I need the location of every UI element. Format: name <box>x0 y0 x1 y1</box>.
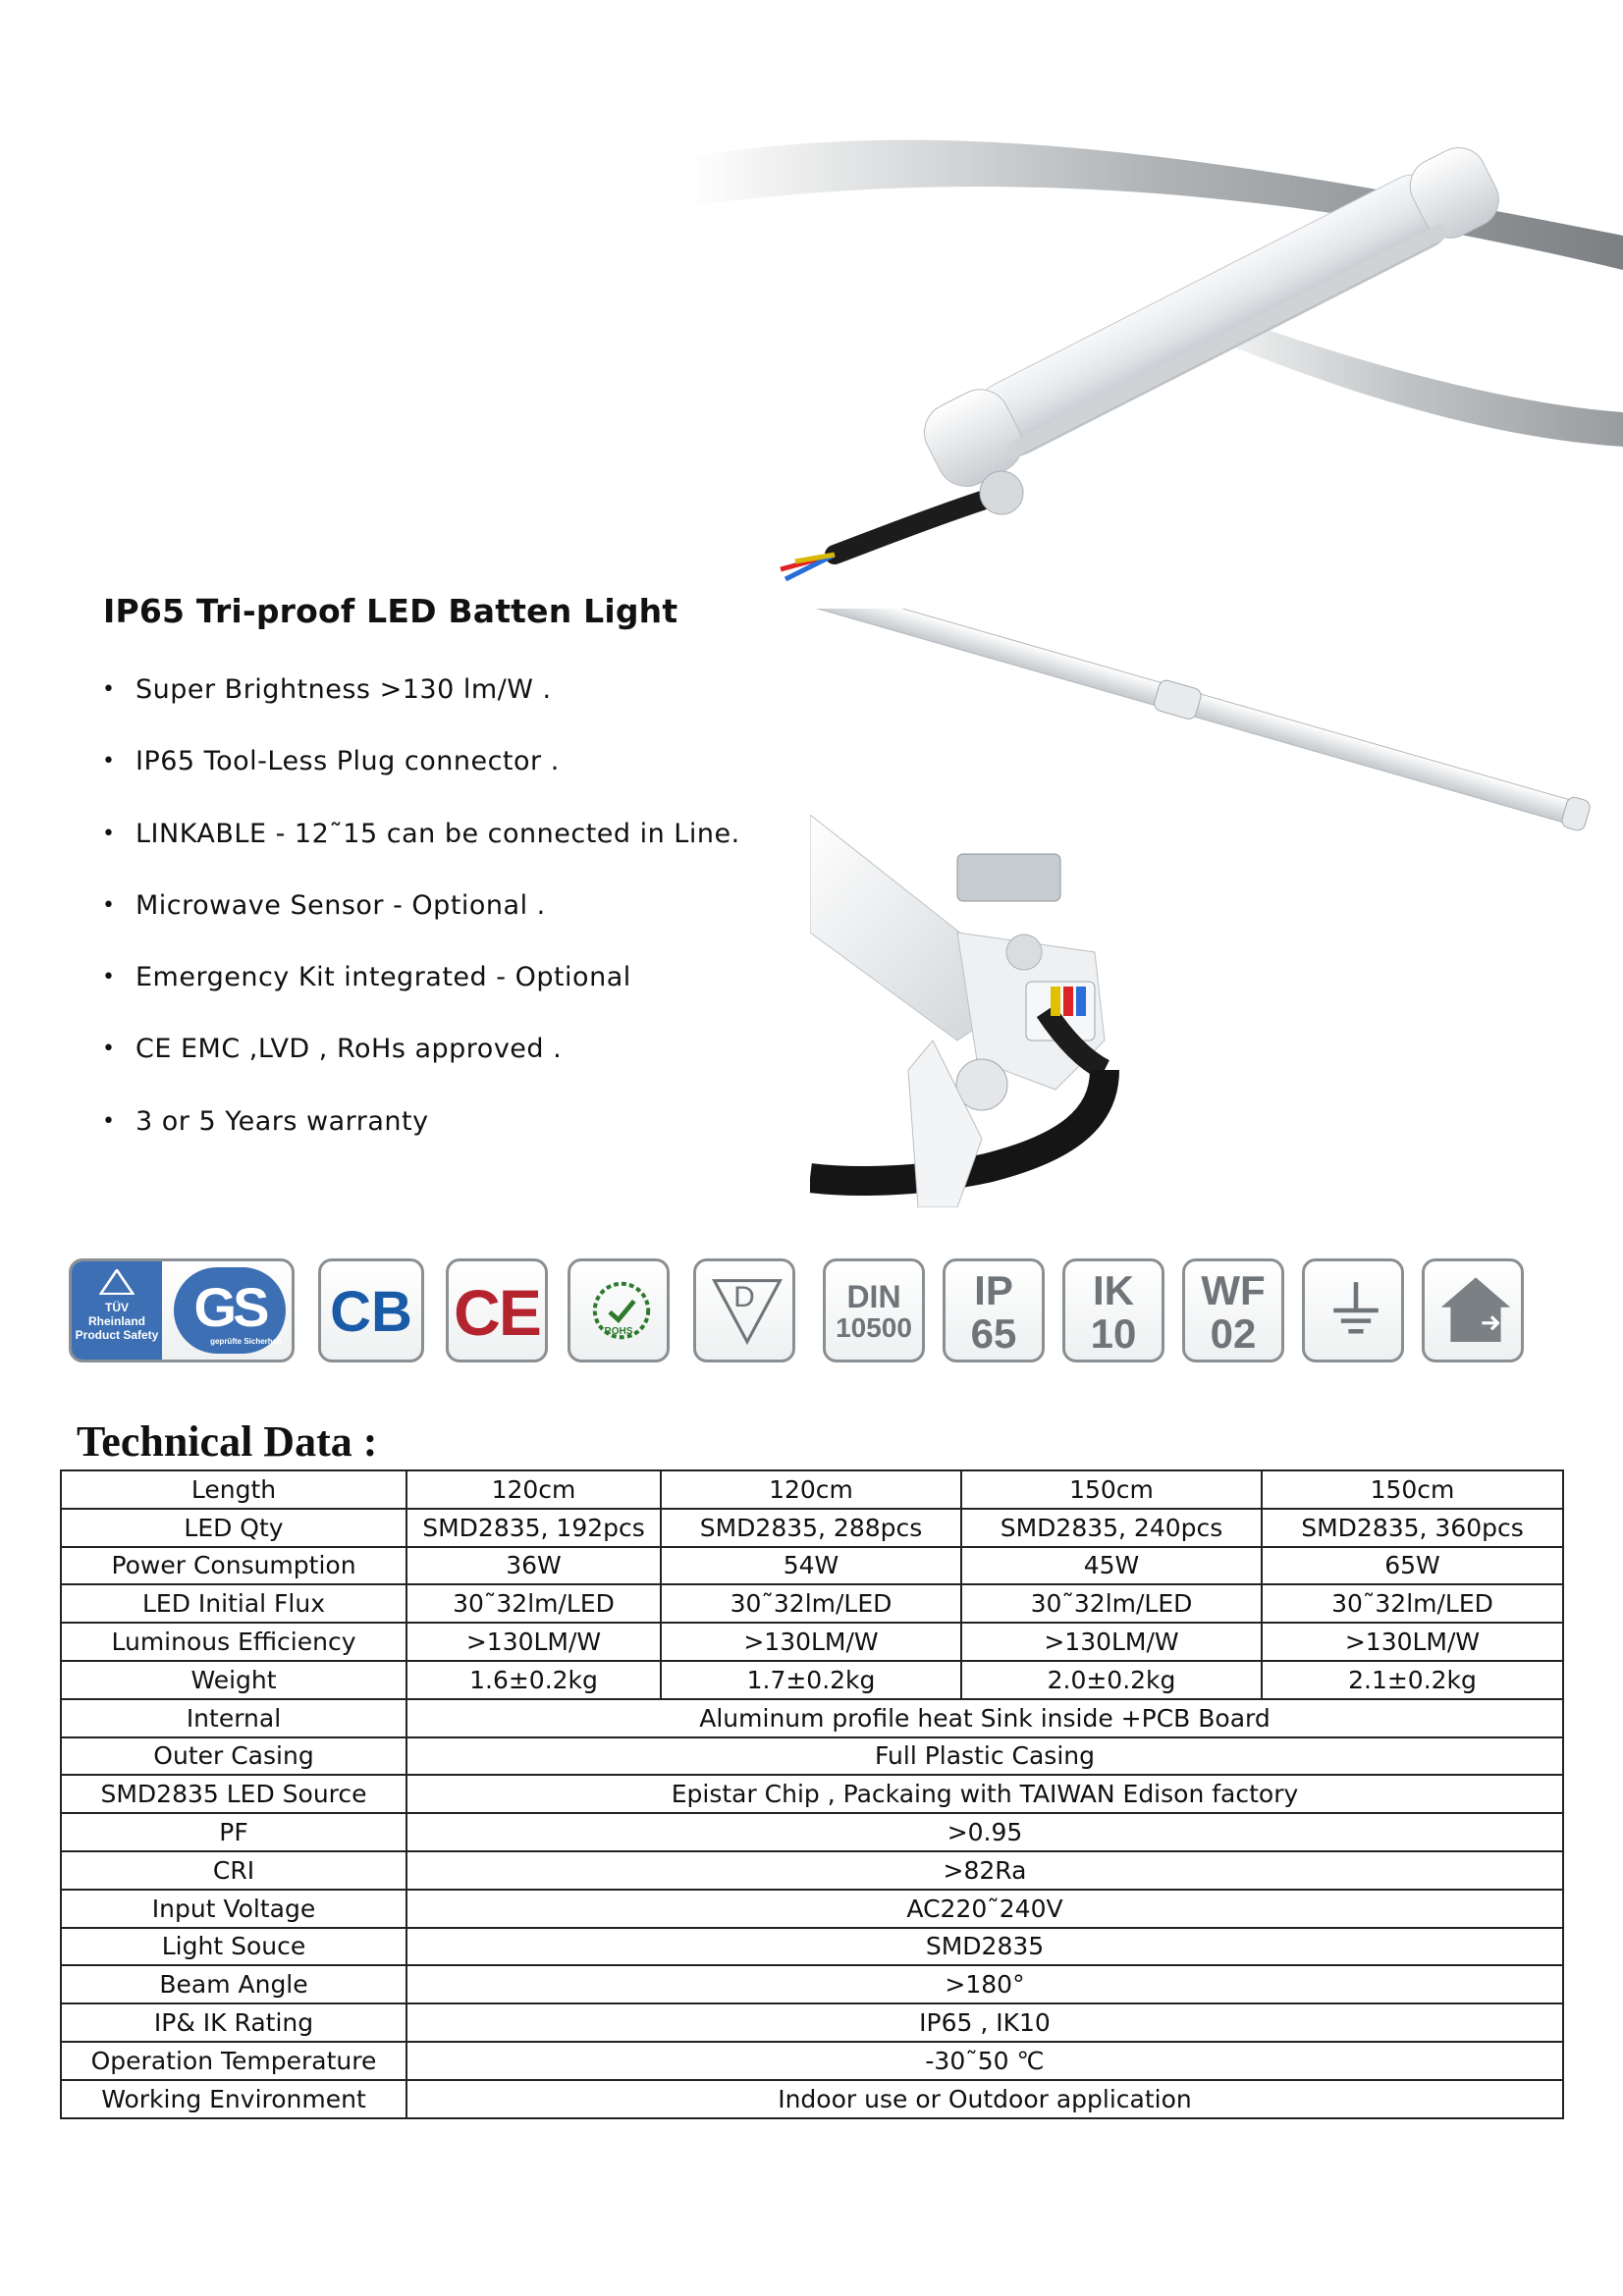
spec-label: CRI <box>61 1851 406 1890</box>
spec-value: >130LM/W <box>1262 1623 1563 1661</box>
spec-label: LED Initial Flux <box>61 1584 406 1623</box>
spec-value: >0.95 <box>406 1813 1563 1851</box>
spec-value: >130LM/W <box>661 1623 961 1661</box>
feature-list <box>98 667 740 1171</box>
wf-rating: 02 <box>1210 1310 1257 1357</box>
feature-item: • Emergency Kit integrated - Optional <box>98 955 740 1027</box>
ik10-badge <box>1062 1258 1164 1362</box>
product-photo-main <box>687 59 1623 609</box>
spec-value: 2.0±0.2kg <box>961 1661 1262 1699</box>
spec-row <box>61 2042 1563 2080</box>
spec-value: SMD2835, 360pcs <box>1262 1509 1563 1547</box>
spec-value: 30˜32lm/LED <box>661 1584 961 1623</box>
spec-value: Full Plastic Casing <box>406 1737 1563 1776</box>
spec-value: 30˜32lm/LED <box>1262 1584 1563 1623</box>
ce-label: CE <box>454 1276 540 1349</box>
spec-row <box>61 1547 1563 1585</box>
tuv-gs-badge <box>69 1258 295 1362</box>
spec-value: Aluminum profile heat Sink inside +PCB Board <box>406 1699 1563 1737</box>
spec-value: 30˜32lm/LED <box>406 1584 661 1623</box>
rohs-label: ROHS <box>604 1326 633 1337</box>
tuv-label: TÜV <box>105 1301 129 1314</box>
product-title: IP65 Tri-proof LED Batten Light <box>103 592 678 630</box>
gs-small-label: geprüfte Sicherheit <box>210 1337 282 1346</box>
tuv-panel <box>72 1261 162 1360</box>
spec-value: 2.1±0.2kg <box>1262 1661 1563 1699</box>
spec-label: LED Qty <box>61 1509 406 1547</box>
spec-label: Input Voltage <box>61 1890 406 1928</box>
ip-label: IP <box>974 1267 1013 1313</box>
spec-label: SMD2835 LED Source <box>61 1775 406 1813</box>
spec-label: Internal <box>61 1699 406 1737</box>
spec-value: AC220˜240V <box>406 1890 1563 1928</box>
spec-row <box>61 1737 1563 1776</box>
spec-value: >130LM/W <box>961 1623 1262 1661</box>
ground-badge <box>1302 1258 1404 1362</box>
spec-label: Luminous Efficiency <box>61 1623 406 1661</box>
spec-value: Epistar Chip , Packaing with TAIWAN Edison factory <box>406 1775 1563 1813</box>
din-label: DIN <box>846 1279 901 1314</box>
technical-data-table <box>60 1469 1564 2119</box>
tuv-label-3: Product Safety <box>75 1328 159 1342</box>
rohs-badge <box>568 1258 670 1362</box>
gs-label: GS <box>193 1276 266 1338</box>
spec-label: PF <box>61 1813 406 1851</box>
spec-label: Light Souce <box>61 1928 406 1966</box>
spec-row <box>61 1509 1563 1547</box>
spec-value: SMD2835, 240pcs <box>961 1509 1262 1547</box>
spec-label: Working Environment <box>61 2080 406 2118</box>
spec-value: Indoor use or Outdoor application <box>406 2080 1563 2118</box>
gs-mark <box>174 1267 286 1354</box>
ik-label: IK <box>1093 1267 1134 1313</box>
ik-rating: 10 <box>1090 1310 1137 1357</box>
spec-value: SMD2835 <box>406 1928 1563 1966</box>
technical-data-title: Technical Data : <box>77 1417 378 1466</box>
spec-value: 150cm <box>1262 1470 1563 1509</box>
spec-value: SMD2835, 288pcs <box>661 1509 961 1547</box>
spec-value: 45W <box>961 1547 1262 1585</box>
spec-row <box>61 1470 1563 1509</box>
wf02-badge <box>1182 1258 1284 1362</box>
spec-value: IP65 , IK10 <box>406 2003 1563 2042</box>
spec-value: 1.6±0.2kg <box>406 1661 661 1699</box>
spec-value: 150cm <box>961 1470 1262 1509</box>
feature-item: • Super Brightness >130 lm/W . <box>98 667 740 739</box>
din-badge <box>823 1258 925 1362</box>
indoor-badge <box>1422 1258 1524 1362</box>
cb-label: CB <box>330 1280 412 1344</box>
d-mark-badge <box>693 1258 795 1362</box>
spec-value: 36W <box>406 1547 661 1585</box>
spec-row <box>61 2080 1563 2118</box>
spec-value: SMD2835, 192pcs <box>406 1509 661 1547</box>
spec-label: Outer Casing <box>61 1737 406 1776</box>
feature-item: • CE EMC ,LVD , RoHs approved . <box>98 1027 740 1098</box>
spec-label: Length <box>61 1470 406 1509</box>
spec-row <box>61 1890 1563 1928</box>
d-mark-label: D <box>733 1281 755 1313</box>
spec-row <box>61 1584 1563 1623</box>
spec-row <box>61 1965 1563 2003</box>
spec-value: 65W <box>1262 1547 1563 1585</box>
spec-label: Power Consumption <box>61 1547 406 1585</box>
rohs-wreath-icon <box>582 1269 661 1352</box>
feature-item: • Microwave Sensor - Optional . <box>98 883 740 955</box>
product-photo-connector-closeup <box>810 815 1301 1207</box>
spec-value: >130LM/W <box>406 1623 661 1661</box>
spec-label: IP& IK Rating <box>61 2003 406 2042</box>
house-icon <box>1436 1269 1515 1352</box>
spec-value: 54W <box>661 1547 961 1585</box>
certification-badges <box>69 1258 1551 1366</box>
feature-item: • IP65 Tool-Less Plug connector . <box>98 739 740 811</box>
cb-badge <box>318 1258 424 1362</box>
spec-value: >180° <box>406 1965 1563 2003</box>
spec-label: Weight <box>61 1661 406 1699</box>
spec-value: 120cm <box>406 1470 661 1509</box>
tuv-triangle-icon <box>99 1269 135 1295</box>
spec-row <box>61 1775 1563 1813</box>
spec-value: 30˜32lm/LED <box>961 1584 1262 1623</box>
ce-badge <box>446 1258 548 1362</box>
din-number: 10500 <box>836 1312 912 1343</box>
spec-row <box>61 1661 1563 1699</box>
spec-row <box>61 1623 1563 1661</box>
feature-item: • LINKABLE - 12˜15 can be connected in Line. <box>98 812 740 883</box>
tuv-label-2: Rheinland <box>87 1314 145 1328</box>
ip65-badge <box>943 1258 1045 1362</box>
spec-value: 120cm <box>661 1470 961 1509</box>
spec-row <box>61 1851 1563 1890</box>
spec-value: >82Ra <box>406 1851 1563 1890</box>
spec-row <box>61 1813 1563 1851</box>
spec-label: Operation Temperature <box>61 2042 406 2080</box>
spec-label: Beam Angle <box>61 1965 406 2003</box>
spec-row <box>61 1928 1563 1966</box>
ip-rating: 65 <box>970 1310 1017 1357</box>
spec-row <box>61 2003 1563 2042</box>
ground-icon <box>1319 1271 1393 1350</box>
spec-value: -30˜50 ℃ <box>406 2042 1563 2080</box>
feature-item: • 3 or 5 Years warranty <box>98 1099 740 1171</box>
spec-row <box>61 1699 1563 1737</box>
spec-value: 1.7±0.2kg <box>661 1661 961 1699</box>
wf-label: WF <box>1201 1267 1266 1313</box>
